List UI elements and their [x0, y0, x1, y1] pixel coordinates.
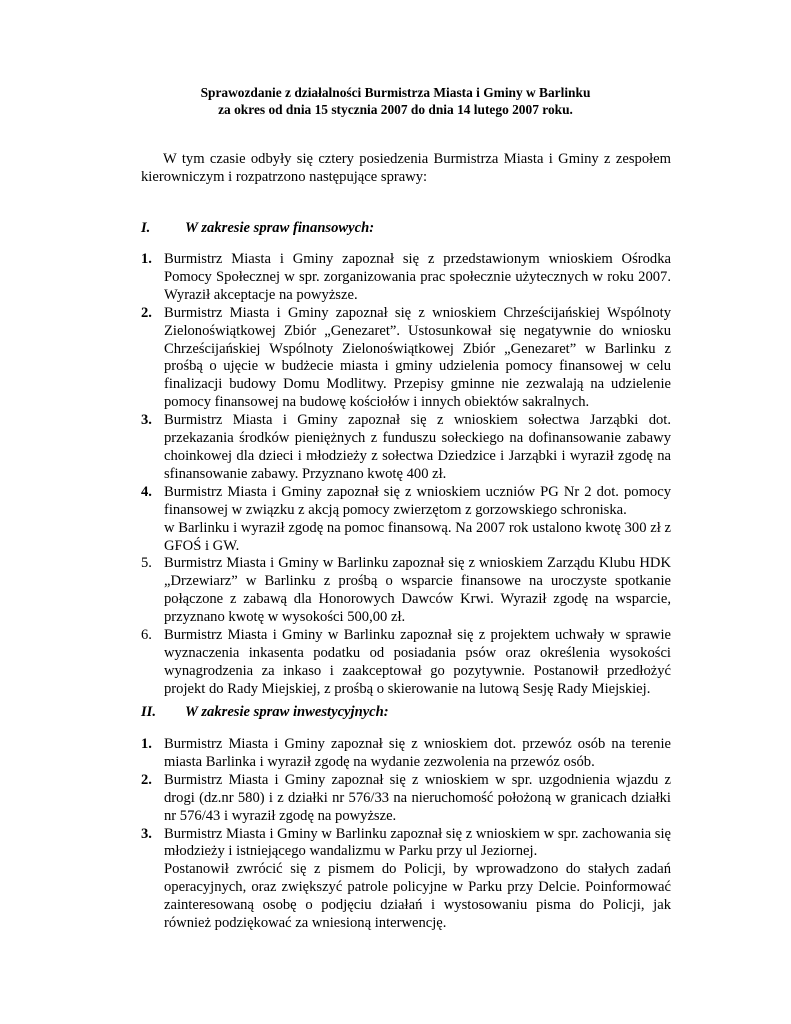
list-item [141, 251, 671, 305]
section-number: I. [141, 220, 151, 236]
item-number: 1. [141, 251, 152, 267]
list-item [141, 772, 671, 826]
investment-items-list [141, 736, 671, 933]
list-item [141, 412, 671, 484]
item-text-continued: w Barlinku i wyraził zgodę na pomoc finansową. Na 2007 rok ustalono kwotę 300 zł z GFOŚ i GW. [164, 519, 671, 554]
item-text: Burmistrz Miasta i Gminy zapoznał się z wnioskiem w spr. uzgodnienia wjazdu z drogi (dz.nr 580) i z działki nr 576/33 na nieruchomość położoną w granicach działki nr 576/43 i wyraził zgodę na powyższe. [164, 771, 671, 824]
financial-items-list [141, 251, 671, 699]
list-item [141, 826, 671, 933]
section-heading-financial [141, 219, 374, 237]
title-line-1: Sprawozdanie z działalności Burmistrza Miasta i Gminy w Barlinku [200, 85, 591, 100]
title-line-2: za okres od dnia 15 stycznia 2007 do dnia 14 lutego 2007 roku. [218, 102, 573, 117]
item-text: Burmistrz Miasta i Gminy zapoznał się z przedstawionym wnioskiem Ośrodka Pomocy Społecznej w spr. zorganizowania prac społecznie użytecznych w roku 2007. Wyraził akceptacje na powyższe. [164, 251, 671, 303]
list-item [141, 555, 671, 627]
item-text: Burmistrz Miasta i Gminy w Barlinku zapoznał się z projektem uchwały w sprawie wyznaczenia inkasenta podatku od posiadania psów oraz określenia wysokości wynagrodzenia za inkaso i zaakceptował go pozytywnie. Postanowił przedłożyć projekt do Rady Miejskiej, z prośbą o skierowanie na lutową Sesję Rady Miejskiej. [164, 627, 671, 697]
item-number: 3. [141, 412, 152, 429]
item-number: 4. [141, 483, 152, 500]
list-item [141, 627, 671, 699]
item-text: Burmistrz Miasta i Gminy w Barlinku zapoznał się z wnioskiem Zarządu Klubu HDK „Drzewiarz” w Barlinku z prośbą o wsparcie finansowe na uroczyste spotkanie połączone z zabawą dla Honorowych Dawców Krwi. Wyraził zgodę na wsparcie, przyznano kwotę w wysokości 500,00 zł. [164, 555, 671, 626]
item-text: Burmistrz Miasta i Gminy zapoznał się z wnioskiem uczniów PG Nr 2 dot. pomocy finansowej w związku z akcją pomocy zwierzętom z gorzowskiego schroniska. [164, 483, 671, 518]
section-title: W zakresie spraw inwestycyjnych: [185, 704, 389, 720]
item-text: Burmistrz Miasta i Gminy zapoznał się z wnioskiem Chrześcijańskiej Wspólnoty Zielonoświątkowej Zbiór „Genezaret”. Ustosunkował się negatywnie do wniosku Chrześcijańskiej Wspólnoty Zielonoświątkowej Zbiór „Genezaret” w Barlinku z prośbą o ujęcie w budżecie miasta i gminy udzielenia pomocy finansowej w celu finalizacji budowy Domu Modlitwy. Przepisy gminne nie zezwalają na udzielenie pomocy finansowej na budowę kościołów i innych obiektów sakralnych. [164, 304, 671, 411]
item-text: Burmistrz Miasta i Gminy w Barlinku zapoznał się z wnioskiem w spr. zachowania się młodzieży i istniejącego wandalizmu w Parku przy ul Jeziornej. [164, 825, 671, 860]
item-number: 3. [141, 825, 152, 842]
item-text: Burmistrz Miasta i Gminy zapoznał się z wnioskiem sołectwa Jarząbki dot. przekazania środków pieniężnych z funduszu sołeckiego na dofinansowanie zabawy choinkowej dla dzieci i młodzieży z sołectwa Dziedzice i Jarząbki i wyraził zgodę na sfinansowanie zabawy. Przyznano kwotę 400 zł. [164, 412, 671, 482]
list-item [141, 736, 671, 772]
intro-paragraph: W tym czasie odbyły się cztery posiedzenia Burmistrza Miasta i Gminy z zespołem kierowniczym i rozpatrzono następujące sprawy: [141, 151, 671, 185]
section-heading-investment [141, 703, 389, 721]
item-number: 2. [141, 771, 152, 788]
item-number: 6. [141, 627, 152, 644]
item-number: 2. [141, 304, 152, 321]
item-number: 1. [141, 736, 152, 752]
item-text: Burmistrz Miasta i Gminy zapoznał się z wnioskiem dot. przewóz osób na terenie miasta Barlinka i wyraził zgodę na wydanie zezwolenia na przewóz osób. [164, 736, 671, 770]
list-item [141, 305, 671, 412]
item-text-continued: Postanowił zwrócić się z pismem do Policji, by wprowadzono do stałych zadań operacyjnych, oraz zwiększyć patrole policyjne w Parku przy Delcie. Poinformować zainteresowaną osobę o podjęciu działań i wystosowaniu pisma do Policji, jak również podziękować za wniesioną interwencję. [164, 861, 671, 932]
list-item [141, 484, 671, 556]
item-number: 5. [141, 555, 152, 572]
section-number: II. [141, 704, 157, 720]
document-title [0, 84, 791, 118]
section-title: W zakresie spraw finansowych: [185, 220, 375, 236]
